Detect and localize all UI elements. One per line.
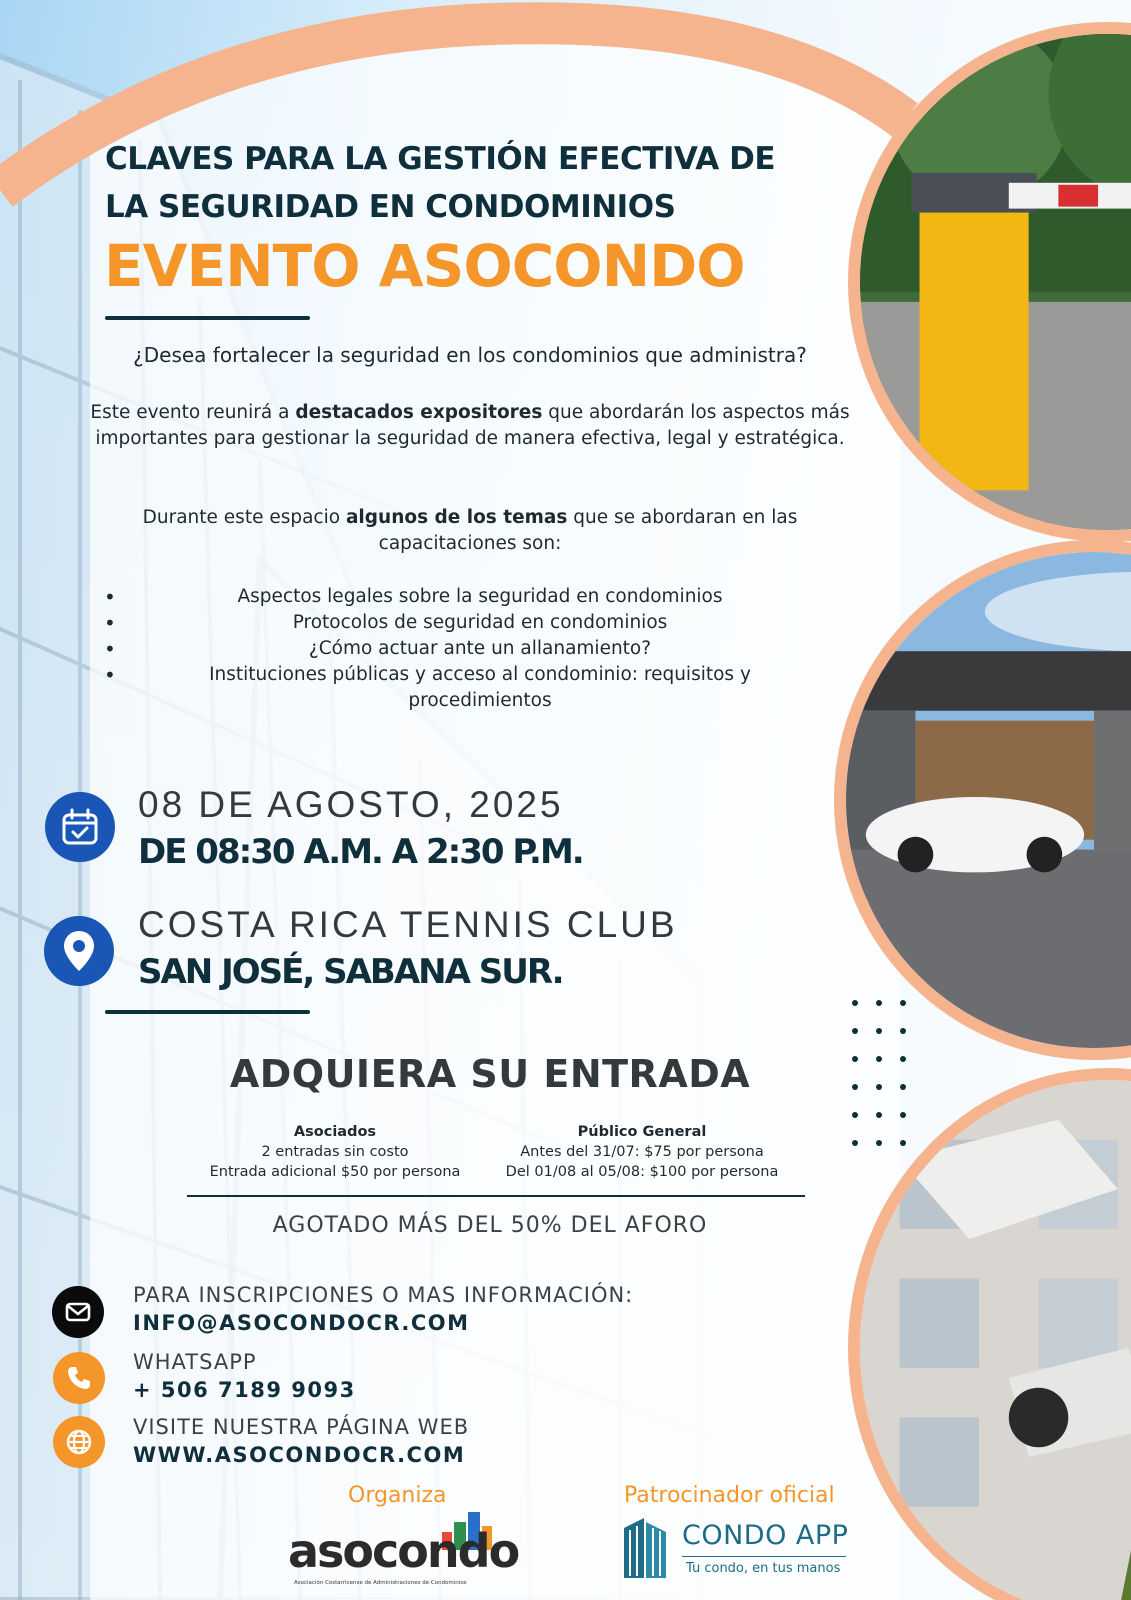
whatsapp-label: WHATSAPP [133, 1350, 257, 1374]
topics-intro-start: Durante este espacio [142, 507, 346, 528]
intro-highlight: destacados expositores [295, 402, 543, 423]
event-venue: COSTA RICA TENNIS CLUB [138, 904, 678, 945]
topics-list [100, 584, 860, 714]
list-item: • ¿Cómo actuar ante un allanamiento? [100, 636, 860, 662]
event-date: 08 DE AGOSTO, 2025 [138, 784, 564, 825]
pricing-asociados-line: 2 entradas sin costo [261, 1144, 409, 1160]
soldout-notice: AGOTADO MÁS DEL 50% DEL AFORO [272, 1213, 708, 1238]
event-city: SAN JOSÉ, SABANA SUR. [138, 952, 563, 992]
whatsapp-number[interactable]: + 506 7189 9093 [133, 1378, 356, 1402]
pricing-publico-line: Antes del 31/07: $75 por persona [520, 1144, 764, 1160]
decorative-dot-grid [852, 1000, 912, 1150]
website-link[interactable]: WWW.ASOCONDOCR.COM [133, 1443, 466, 1467]
headline-line-1: CLAVES PARA LA GESTIÓN EFECTIVA DE [105, 141, 775, 177]
condo-app-divider [682, 1556, 846, 1557]
map-pin-icon [44, 916, 114, 986]
pricing-asociados-line: Entrada adicional $50 por persona [209, 1164, 461, 1180]
website-label: VISITE NUESTRA PÁGINA WEB [133, 1415, 470, 1439]
globe-icon [53, 1416, 105, 1468]
topics-intro-end: que se abordaran en las capacitaciones son: [378, 507, 798, 554]
pricing-asociados [190, 1122, 480, 1182]
asocondo-tagline: Asociación Costarricense de Administraciones de Condominios [294, 1580, 467, 1586]
list-item: • Aspectos legales sobre la seguridad en condominios [100, 584, 860, 610]
event-time: DE 08:30 A.M. A 2:30 P.M. [138, 832, 583, 872]
intro-text-end: que abordarán los aspectos más importantes para gestionar la seguridad de manera efectiva, legal y estratégica. [95, 402, 850, 449]
topics-intro-highlight: algunos de los temas [345, 507, 568, 528]
sponsor-label: Patrocinador oficial [624, 1483, 835, 1508]
organizer-label: Organiza [348, 1483, 447, 1508]
intro-text-start: Este evento reunirá a [90, 402, 296, 423]
intro-question: ¿Desea fortalecer la seguridad en los condominios que administra? [133, 343, 807, 367]
email-link[interactable]: INFO@ASOCONDOCR.COM [133, 1311, 470, 1335]
headline-line-2: LA SEGURIDAD EN CONDOMINIOS [105, 189, 676, 225]
building-logo-icon [620, 1514, 672, 1578]
pricing-publico-title: Público General [577, 1124, 707, 1140]
pricing-publico-general [497, 1122, 787, 1182]
location-divider [105, 1010, 310, 1014]
pricing-asociados-title: Asociados [293, 1124, 377, 1140]
headline [105, 135, 825, 231]
asocondo-wordmark: asocondo [288, 1524, 519, 1578]
tickets-title: ADQUIERA SU ENTRADA [229, 1052, 751, 1096]
phone-icon [53, 1352, 105, 1404]
topics-intro [85, 505, 855, 557]
pricing-publico-line: Del 01/08 al 05/08: $100 por persona [505, 1164, 779, 1180]
envelope-icon [52, 1286, 104, 1338]
email-label: PARA INSCRIPCIONES O MAS INFORMACIÓN: [133, 1283, 634, 1307]
list-item: • Instituciones públicas y acceso al condominio: requisitos y procedimientos [100, 662, 860, 714]
condo-app-wordmark: CONDO APP [682, 1520, 849, 1551]
pricing-divider [187, 1195, 805, 1197]
condo-app-tagline: Tu condo, en tus manos [686, 1561, 841, 1576]
intro-paragraph [85, 400, 855, 452]
title-divider [105, 316, 310, 320]
event-title: EVENTO ASOCONDO [104, 232, 745, 300]
calendar-check-icon [45, 792, 115, 862]
condo-app-logo [620, 1512, 860, 1584]
list-item: • Protocolos de seguridad en condominios [100, 610, 860, 636]
asocondo-logo [288, 1510, 519, 1590]
